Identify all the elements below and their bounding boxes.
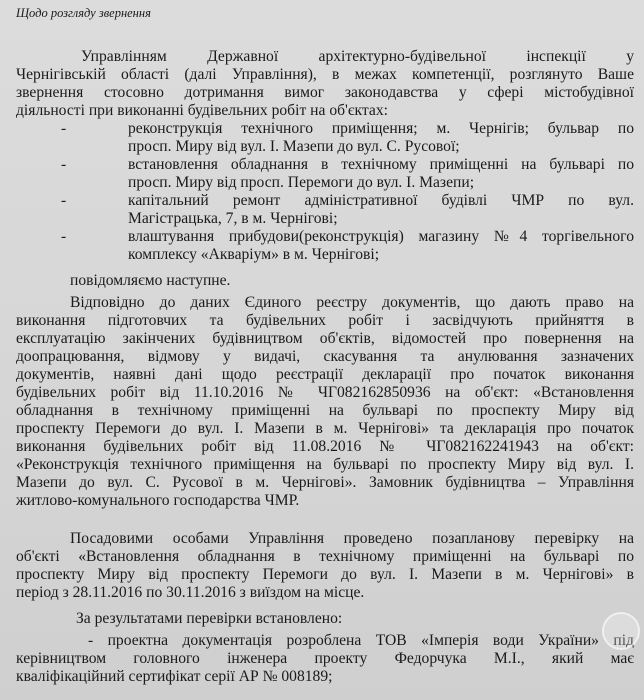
text-line: Управлінням Державної архітектурно-будівельної інспекції у (81, 48, 634, 65)
registry-paragraph (16, 294, 634, 510)
text-line: «Реконструкція технічного приміщення на бульварі по проспекту Миру від вул. І. (16, 456, 634, 473)
text-line: керівництвом головного інженера проекту Федорчука М.І., який має (16, 650, 634, 667)
text-line: влаштування прибудови(реконструкція) магазину №4 торгівельного (128, 228, 634, 245)
list-item (16, 192, 634, 210)
text-line: проспекту Перемоги до вул. І. Мазепи в м. Чернігові» та декларація про початок (16, 420, 634, 437)
finding-item (16, 632, 634, 686)
objects-list (16, 120, 634, 264)
list-marker: - (61, 156, 67, 173)
text-line: Чернігівській області (далі Управління), в межах компетенції, розглянуто Ваше (16, 66, 634, 83)
text-line: доопрацювання, відмову у видачі, скасування та анулювання зазначених (16, 348, 634, 365)
list-marker: - (61, 228, 67, 245)
text-line: діяльності при виконанні будівельних робіт на об'єктах: (16, 102, 388, 119)
text-line: Відповідно до даних Єдиного реєстру документів, що дають право на (70, 294, 634, 311)
intro-paragraph (16, 48, 634, 120)
text-line: комплексу «Акваріум» в м. Чернігові; (128, 246, 380, 263)
list-item (16, 228, 634, 246)
text-line: капітальний ремонт адміністративної будівлі ЧМР по вул. (128, 192, 634, 209)
text-line: Посадовими особами Управління проведено позапланову перевірку на (70, 530, 634, 547)
text-line: виконання підготовчих та будівельних робіт і засвідчують прийняття в (16, 312, 634, 329)
text-line: встановлення обладнання в технічному приміщенні на бульварі по (128, 156, 634, 173)
text-line: реконструкція технічного приміщення; м. Чернігів; бульвар по (128, 120, 634, 137)
text-line: об'єкті «Встановлення обладнання в технічному приміщенні на бульварі по (16, 548, 634, 565)
notice-line: повідомляємо наступне. (70, 272, 231, 289)
text-line: житлово-комунального господарства ЧМР. (16, 492, 300, 509)
list-marker: - (61, 120, 67, 137)
text-line: період з 28.11.2016 по 30.11.2016 з виїздом на місце. (16, 584, 365, 601)
text-line: - проектна документація розроблена ТОВ «Імперія води України» під (88, 632, 634, 649)
list-item (16, 120, 634, 138)
text-line: документів, наявні дані щодо реєстрації декларації про початок виконання (16, 366, 634, 383)
list-marker: - (61, 192, 67, 209)
text-line: Мазепи до вул. С. Русової в м. Чернігові». Замовник будівництва – Управління (16, 474, 634, 491)
inspection-paragraph (16, 530, 634, 602)
text-line: просп. Миру від вул. І. Мазепи до вул. С. Русової; (128, 138, 460, 155)
text-line: просп. Миру від просп. Перемоги до вул. І. Мазепи; (128, 174, 475, 191)
text-line: виконання будівельних робіт від 11.08.2016 № ЧГ082162241943 на об'єкт: (16, 438, 634, 455)
subject-line: Щодо розгляду звернення (16, 6, 151, 20)
text-line: кваліфікаційний сертифікат серії АР № 008189; (16, 668, 333, 685)
watermark-logo-icon (602, 612, 640, 650)
text-line: обладнання в технічному приміщенні на бульварі по проспекту Миру від (16, 402, 634, 419)
text-line: звернення стосовно дотримання вимог законодавства у сфері містобудівної (16, 84, 634, 101)
list-item (16, 156, 634, 174)
text-line: будівельних робіт від 11.10.2016 № ЧГ082162850936 на об'єкт: «Встановлення (16, 384, 634, 401)
text-line: експлуатацію закінчених будівництвом об'єктів, відомостей про повернення на (16, 330, 634, 347)
text-line: Магістрацька, 7, в м. Чернігові; (128, 210, 338, 227)
results-heading: За результатами перевірки встановлено: (76, 610, 343, 627)
text-line: проспекту Миру від проспекту Перемоги до вул. І. Мазепи в м. Чернігові» в (16, 566, 634, 583)
